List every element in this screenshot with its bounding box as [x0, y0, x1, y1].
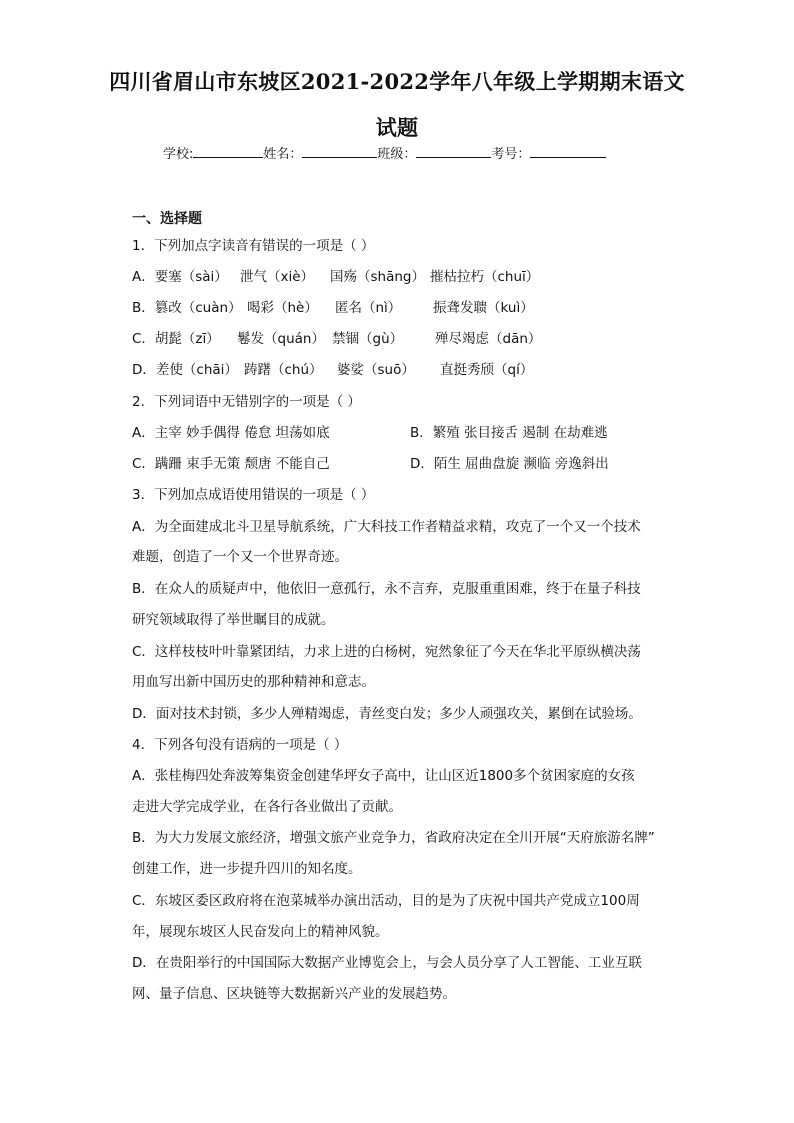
q3-option-c-line1: C．这样枝枝叶叶靠紧团结，力求上进的白杨树，宛然象征了今天在华北平原纵横决荡 [132, 644, 641, 660]
q1-stem: 1．下列加点字读音有错误的一项是（ ） [132, 238, 375, 254]
q2-row-2 [132, 452, 609, 472]
q4-option-b-line1: B．为大力发展文旅经济，增强文旅产业竞争力，省政府决定在全川开展“天府旅游名牌” [132, 830, 655, 846]
q4-option-b-line2: 创建工作，进一步提升四川的知名度。 [132, 861, 362, 877]
q1-c-2: 鬈发（quán） [237, 331, 325, 347]
number-field[interactable] [530, 143, 606, 158]
q2-stem: 2．下列词语中无错别字的一项是（ ） [132, 394, 361, 410]
q3-option-c-line2: 用血写出新中国历史的那种精神和意志。 [132, 674, 375, 690]
q1-c-1: C．胡髭（zī） [132, 331, 220, 347]
q1-option-c [132, 327, 541, 347]
q1-c-3: 禁锢（gù） [332, 331, 404, 347]
section-heading: 一、选择题 [132, 211, 202, 227]
school-field[interactable] [193, 143, 263, 158]
q1-a-2: 泄气（xiè） [240, 269, 315, 285]
q2-option-b: B．繁殖 张目接舌 遏制 在劫难逃 [410, 425, 608, 441]
class-label: 班级： [377, 147, 417, 162]
q1-b-2: 喝彩（hè） [247, 300, 318, 316]
exam-title-line1: 四川省眉山市东坡区2021-2022学年八年级上学期期末语文 [109, 69, 685, 94]
school-label: 学校: [163, 147, 194, 162]
q3-stem: 3．下列加点成语使用错误的一项是（ ） [132, 487, 375, 503]
number-label: 考号： [491, 147, 531, 162]
q4-option-a-line2: 走进大学完成学业，在各行各业做出了贡献。 [132, 799, 402, 815]
q3-option-a-line1: A．为全面建成北斗卫星导航系统，广大科技工作者精益求精，攻克了一个又一个技术 [132, 519, 641, 535]
q1-d-3: 婆娑（suō） [337, 362, 415, 378]
q3-option-b-line1: B．在众人的质疑声中，他依旧一意孤行，永不言弃，克服重重困难，终于在量子科技 [132, 581, 641, 597]
student-info-row [163, 143, 606, 162]
q4-option-d-line2: 网、量子信息、区块链等大数据新兴产业的发展趋势。 [132, 986, 456, 1002]
q1-a-1: A．要塞（sài） [132, 269, 228, 285]
q1-b-1: B．篡改（cuàn） [132, 300, 242, 316]
q4-option-c-line2: 年，展现东坡区人民奋发向上的精神风貌。 [132, 924, 389, 940]
q4-option-a-line1: A．张桂梅四处奔波筹集资金创建华坪女子高中，让山区近1800多个贫困家庭的女孩 [132, 768, 635, 784]
q1-b-3: 匿名（nì） [335, 300, 402, 316]
q1-a-4: 摧枯拉朽（chuī） [430, 269, 540, 285]
q1-option-a [132, 265, 539, 285]
q3-option-d-line1: D．面对技术封锁，多少人殚精竭虑，青丝变白发；多少人顽强攻关，累倒在试验场。 [132, 706, 642, 722]
q1-d-4: 直挺秀颀（qí） [440, 362, 534, 378]
q1-d-1: D．差使（chāi） [132, 362, 238, 378]
q1-d-2: 踌躇（chú） [244, 362, 323, 378]
q4-stem: 4．下列各句没有语病的一项是（ ） [132, 737, 348, 753]
q1-option-d [132, 358, 533, 378]
name-label: 姓名： [263, 147, 303, 162]
q2-option-d: D．陌生 屈曲盘旋 濒临 旁逸斜出 [410, 456, 609, 472]
exam-title-line2: 试题 [375, 115, 419, 140]
q1-c-4: 殚尽竭虑（dān） [435, 331, 542, 347]
q1-b-4: 振聋发聩（kuì） [433, 300, 534, 316]
q2-option-a: A．主宰 妙手偶得 倦怠 坦荡如底 [132, 425, 330, 441]
q1-a-3: 国殇（shāng） [330, 269, 425, 285]
q3-option-a-line2: 难题，创造了一个又一个世界奇迹。 [132, 549, 348, 565]
name-field[interactable] [302, 143, 377, 158]
q2-row-1 [132, 421, 608, 441]
q4-option-c-line1: C．东坡区委区政府将在泡菜城举办演出活动，目的是为了庆祝中国共产党成立100周 [132, 893, 640, 909]
q3-option-b-line2: 研究领域取得了举世瞩目的成就。 [132, 612, 335, 628]
class-field[interactable] [416, 143, 491, 158]
q2-option-c: C．蹒跚 束手无策 颓唐 不能自己 [132, 456, 330, 472]
q1-option-b [132, 296, 534, 316]
q4-option-d-line1: D．在贵阳举行的中国国际大数据产业博览会上，与会人员分享了人工智能、工业互联 [132, 955, 642, 971]
